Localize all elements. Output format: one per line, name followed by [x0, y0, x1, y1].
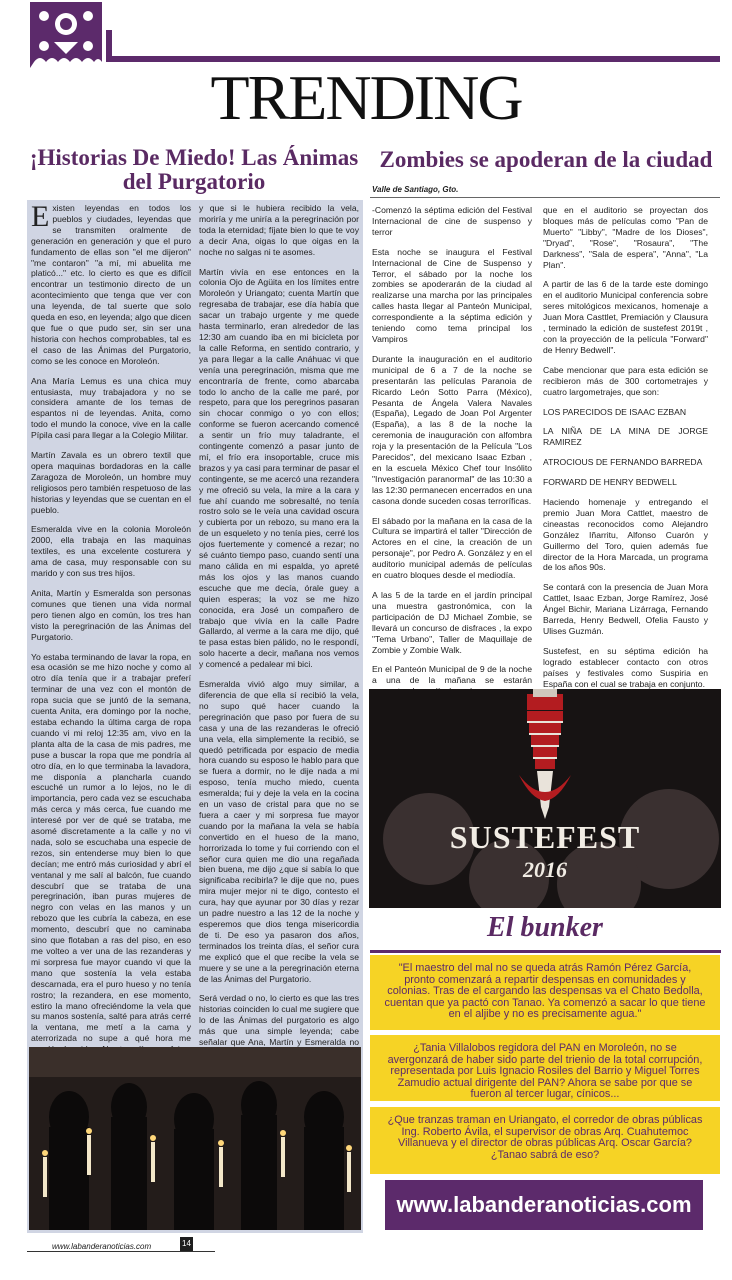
bunker-item: ¿Tania Villalobos regidora del PAN en Moroleón, no se avergonzará de haber sido parte del trienio de la total corrupción, representada por Luis Ignacio Rosiles del Barrio y Miguel Torres Zamudio actual dirigente del PAN? Ahora se sabe por que se fueron al tercer lugar, cínicos...	[370, 1035, 720, 1101]
paragraph: que en el auditorio se proyectan dos bloques más de películas como "Pan de Muerto" "Libby", "Madre de los Dioses", "Dryad", "Rose", "Rosaura", "The Darkness", "Sala de espera", "Anna", "La Plan".	[543, 205, 708, 270]
right-article-column-2	[543, 205, 708, 762]
procession-photo	[29, 1047, 361, 1230]
page-number: 14	[180, 1237, 193, 1251]
paragraph: y que si le hubiera recibido la vela, moriría y me uniría a la peregrinación por toda la eternidad; fíjate bien lo que te voy a decir Ana, oigas lo que oigas en la noche no salgas ni te asomes.	[199, 203, 359, 257]
paragraph: Esmeralda vivió algo muy similar, a diferencia de que ella sí recibió la vela, no supo qué hacer cuando la peregrinación que paso por fuera de su casa y una de las rezanderas le ofreció una vela, ella simplemente la recibió, se quedó petrificada por espacio de media hora cuando su esposo le hablo para que se fuera a dormir, no le dije nada a mi esposo, tenía mucho miedo, cuenta esmeralda; fui y deje la vela en la cocina en un vaso de cristal para que no se fuera a caer y mi sorpresa fue mayor cuando por la mañana la vela se había convertido en el hueso de la mano, horrorizada lo tome y fui corriendo con el señor cura quien me dio una regañada bien buena, me dijo ¿que si sabía lo que significaba recibirla? le dije que no, pues mira mujer mejor ni te digo, contesto el cura, hay que ayunar por 30 días y rezar un padre nuestro a las 12 de la noche y esperemos que dios tenga misericordia de ti. De eso ya pasaron dos años, terminados los treinta días, el señor cura me explicó que el que recibe la vela se muere y se une a la peregrinación eterna de las Ánimas del Purgatorio.	[199, 679, 359, 984]
paragraph: Yo estaba terminando de lavar la ropa, en esa ocasión se me hizo noche y como al otro día tenía que ir a trabajar preferí terminar de una vez con el montón de ropa sucia que se juntó de la semana, cuenta Anita, era domingo por la noche, estaba echando la última carga de ropa cuando vi mi reloj 12:35 am, vivo en la planta alta de la casa de mis padres, me puse a buscar la ropa que me pondría al otro día, en lo que terminaba la lavadora, me disponía a plancharla cuando escuché un rumor a lo lejos, no le di importancia, pero cada vez se escuchaba más cerca y más cerca, fue cuando me interesé por ver de qué se trataba, me asomé discretamente a la calle y no vi nada, solo se escuchaba una especie de rezos, sin entenderse muy bien lo que decían; me entró más curiosidad y abrí el ventanal y me salí al balcón, fue cuando descubrí que se trataba de una peregrinación, iban puras mujeres de negro con velas en las manos y un rebozo que les cubría la cabeza, en ese momento, descubrí que no caminaba sino que flotaban a ras del piso, en eso me volteo a ver una de las rezanderas y mi sorpresa fue mayor cuando vi que la mano que sostenía la vela estaba descarnada, era el puro hueso y no tenía rostro; la rezandera, en ese momento, estiro la mano ofreciéndome la vela que su manos sostenía, salté para atrás cerré la ventana, me metí a la cama y aterrorizada no supe a qué hora me	[31, 651, 191, 1044]
paragraph: -Comenzó la séptima edición del Festival Internacional de cine de suspenso y terror	[372, 205, 532, 237]
papel-picado-logo	[30, 2, 102, 68]
paragraph: Cabe mencionar que para esta edición se recibieron más de 300 cortometrajes y cuatro largometrajes, que son:	[543, 364, 708, 397]
paragraph: En el Panteón Municipal de 9 de la noche a una de la mañana se estarán	[372, 664, 532, 686]
left-article-column-2	[199, 203, 359, 1079]
paragraph: A las 5 de la tarde en el jardín principal una muestra gastronómica, con la participación de DJ Michael Zombie, se llevará un concurso de disfraces , la expo "Tema Urbano", Taller de Maquillaje de Zombie y Zombie Walk.	[372, 590, 532, 655]
paragraph: Esmeralda vive en la colonia Moroleón 2000, ella trabaja en las maquinas textiles, es una excelente costurera y ama de casa, muy responsable con su marido y con sus tres hijos.	[31, 524, 191, 579]
paragraph: Haciendo homenaje y entregando el premio Juan Mora Cattlet, maestro de cineastas reconocidos como Alejandro González Iñarritu, Alfonso Cuarón y Guillermo del Toro, quien además fue director de la Hora Marcada, un programa de los años 90s.	[543, 497, 708, 573]
film-title: LOS PARECIDOS DE ISAAC EZBAN	[543, 406, 687, 417]
website-banner[interactable]: www.labanderanoticias.com	[385, 1180, 703, 1230]
paragraph: El sábado por la mañana en la casa de la Cultura se impartirá el taller "Dirección de Actores en el cine, la creación de un personaje", por Pedro A. González y en el auditorio municipal además de películas en cuatro bloques desde el mediodía.	[372, 515, 532, 581]
footer-url: www.labanderanoticias.com	[52, 1242, 152, 1251]
paragraph: Martín vivía en ese entonces en la colonia Ojo de Agüita en los límites entre Moroleón y Uriangato; cuenta Martín que regresaba de trabajar, ese día había que sacar un trabajo urgente y me quede hasta terminarlo, eran alrededor de las 12:30 am cuando iba en mi bicicleta por la calle Reforma, en sentido contrario, y ya para llegar a la calle Anáhuac vi que venía una peregrinación, misma que me encontraría de frente, como abarcaba todo lo ancho de la calle me paré, por respeto, para que los peregrinos pasaran sin chocar conmigo o yo con ellos; conforme se fueron acercando comencé a sentir un frío muy taladrante, el contingente comenzó a pasar junto de mí, el frío era insoportable, cruce mis brazos y ya casi para terminar de pasar el contingente, se me acercó una rezandera y me ofreció su vela, la mire a la cara y fue ahí cuando me sobresalté, no tenía rostro solo se le veía una cavidad oscura y cubierta por un rebozo, su mano era la de un esqueleto y no tenía pies, cerré los ojos fuertemente y comencé a rezar; no sé cuánto tiempo paso, cuando sentí una mano cálida en mi espalda, yo apreté más los ojos y las manos cuando escuche que me decía, órale guey a quien esperas; la voz se me hizo conocida, era José un compañero de trabajo que vivía en la calle Padre Gallardo, al verme a la cara me dijo, qué te pasa estas bien pálido, no le respondí, solo hacerte a decir, mañana nos vemos y comencé a pedalear mi bici.	[199, 266, 360, 670]
sustefest-poster	[369, 689, 721, 908]
film-title: LA NIÑA DE LA MINA DE JORGE RAMIREZ	[543, 426, 708, 448]
paragraph: Esta noche se inaugura el Festival Internacional de Cine de Suspenso y Terror, el sábado por la noche los zombies se apoderarán de la ciudad al realizarse una marcha por las principales calles hasta llegar al Panteón Municipal, correspondiente a la séptima edición y teniendo como tema principal los Vampiros	[372, 246, 532, 344]
paragraph: Ana María Lemus es una chica muy entusiasta, muy trabajadora y no se considera amante de los temas de espantos ni de leyendas. Anita, como todo el mundo la conoce, vive en la calle Pípila casi para llegar a la Colegio Militar.	[31, 375, 191, 441]
film-title: ATROCIOUS DE FERNANDO BARREDA	[543, 457, 703, 468]
poster-title: SUSTEFEST	[449, 819, 641, 855]
poster-year: 2016	[523, 857, 567, 882]
paragraph: Sustefest, en su séptima edición ha logrado establecer contacto con otros países y festivales como Suspiria en España con el cual se trabaja en conjunto.	[543, 645, 708, 689]
bunker-title: El bunker	[487, 912, 603, 943]
left-headline: ¡Historias De Miedo! Las Ánimas del Purgatorio	[29, 145, 359, 194]
paragraph: Será verdad o no, lo cierto es que las tres historias coinciden lo cual me sugiere que lo de las Ánimas del purgatorio es algo más que una simple leyenda; cabe señalar que Ana, Martín y Esmeralda no	[199, 993, 359, 1048]
left-article-column-1	[31, 200, 191, 1108]
right-headline: Zombies se apoderan de la ciudad	[379, 147, 713, 172]
bunker-rule	[370, 950, 721, 953]
bunker-item: ¿Que tranzas traman en Uriangato, el corredor de obras públicas Ing. Roberto Ávila, el supervisor de obras Arq. Cuahutemoc Villanueva y el director de obras públicas Arq. Oscar García? ¿Tanao sabrá de eso?	[370, 1107, 720, 1174]
film-title: FORWARD DE HENRY BEDWELL	[543, 477, 677, 488]
byline-rule	[370, 197, 720, 198]
section-title: TRENDING	[210, 62, 522, 133]
byline: Valle de Santiago, Gto.	[372, 185, 459, 194]
paragraph: Se contará con la presencia de Juan Mora Cattlet, Isaac Ezban, Jorge Ramírez, José Ángel Bichir, Mariana Lizárraga, Fernando Barreda, Henry Bedwell, Ofelia Fausto y Ulises Guzmán.	[543, 582, 708, 636]
bunker-item: "El maestro del mal no se queda atrás Ramón Pérez García, pronto comenzará a repartir despensas en comunidades y colonias. Tras de el cargando las despensas va el Chato Bedolla, cuentan que ya pactó con Tanao. Ya comenzó a sacar lo que tiene en el aljibe y no es precisamente agua."	[370, 955, 720, 1030]
paragraph: A partir de las 6 de la tarde este domingo en el auditorio Municipal conferencia sobre seres mitológicos mexicanos, homenaje a Juan Mora Casttlet, Premiación y Clausura , terminado la edición de sustefest 2019t , con la proyección de la película "Forward" de Henry Bedwell".	[543, 279, 708, 355]
footer-rule	[27, 1251, 215, 1252]
paragraph: Durante la inauguración en el auditorio municipal de 6 a 7 de la noche se presentarán las películas Paranoia de Ricardo León Sotto Parra (México), Pesanta de Ángela Valera Navales (España), Legado de Joan Pol Argenter (España), a las 8 de la noche la ceremonia de inauguración con alfombra roja y la presentación de la Película "Los Parecidos", del mexicano Isaac Ezban , en la escuela México Chef tour Insólito "Investigación paranormal" de las 10:30 a las 12:30 permanecen encerrados en una casona donde suceden cosas terroríficas.	[372, 353, 532, 506]
paragraph: Anita, Martín y Esmeralda son personas comunes que tienen una vida normal pero tienen algo en común, los tres han visto la peregrinación de las Ánimas del Purgatorio.	[31, 588, 191, 642]
paragraph: Martín Zavala es un obrero textil que opera maquinas bordadoras en la calle Zaragoza de Moroleón, un hombre muy religiosos pero también respetuoso de las historias y leyendas que se cuentan en el pueblo.	[31, 450, 191, 515]
drop-cap: E	[31, 200, 50, 233]
paragraph: Existen leyendas en todos los pueblos y ciudades, leyendas que se transmiten oralmente de generación en generación y que el puro fundamento de ellas son "el me dijeron" "me contaron" "a mí, mi abuelita me platicó..." etc. lo cierto es que es difícil encontrar un testimonio directo de un acontecimiento que tenga que ver con una leyenda, de tal suerte que solo queda en eso, en leyenda; algo que dicen que fue o que pudo ser, sin ser una historia con hechos comprobables, tal es el caso de las Ánimas del Purgatorio, como se les conoce en Moroleón.	[31, 200, 191, 366]
